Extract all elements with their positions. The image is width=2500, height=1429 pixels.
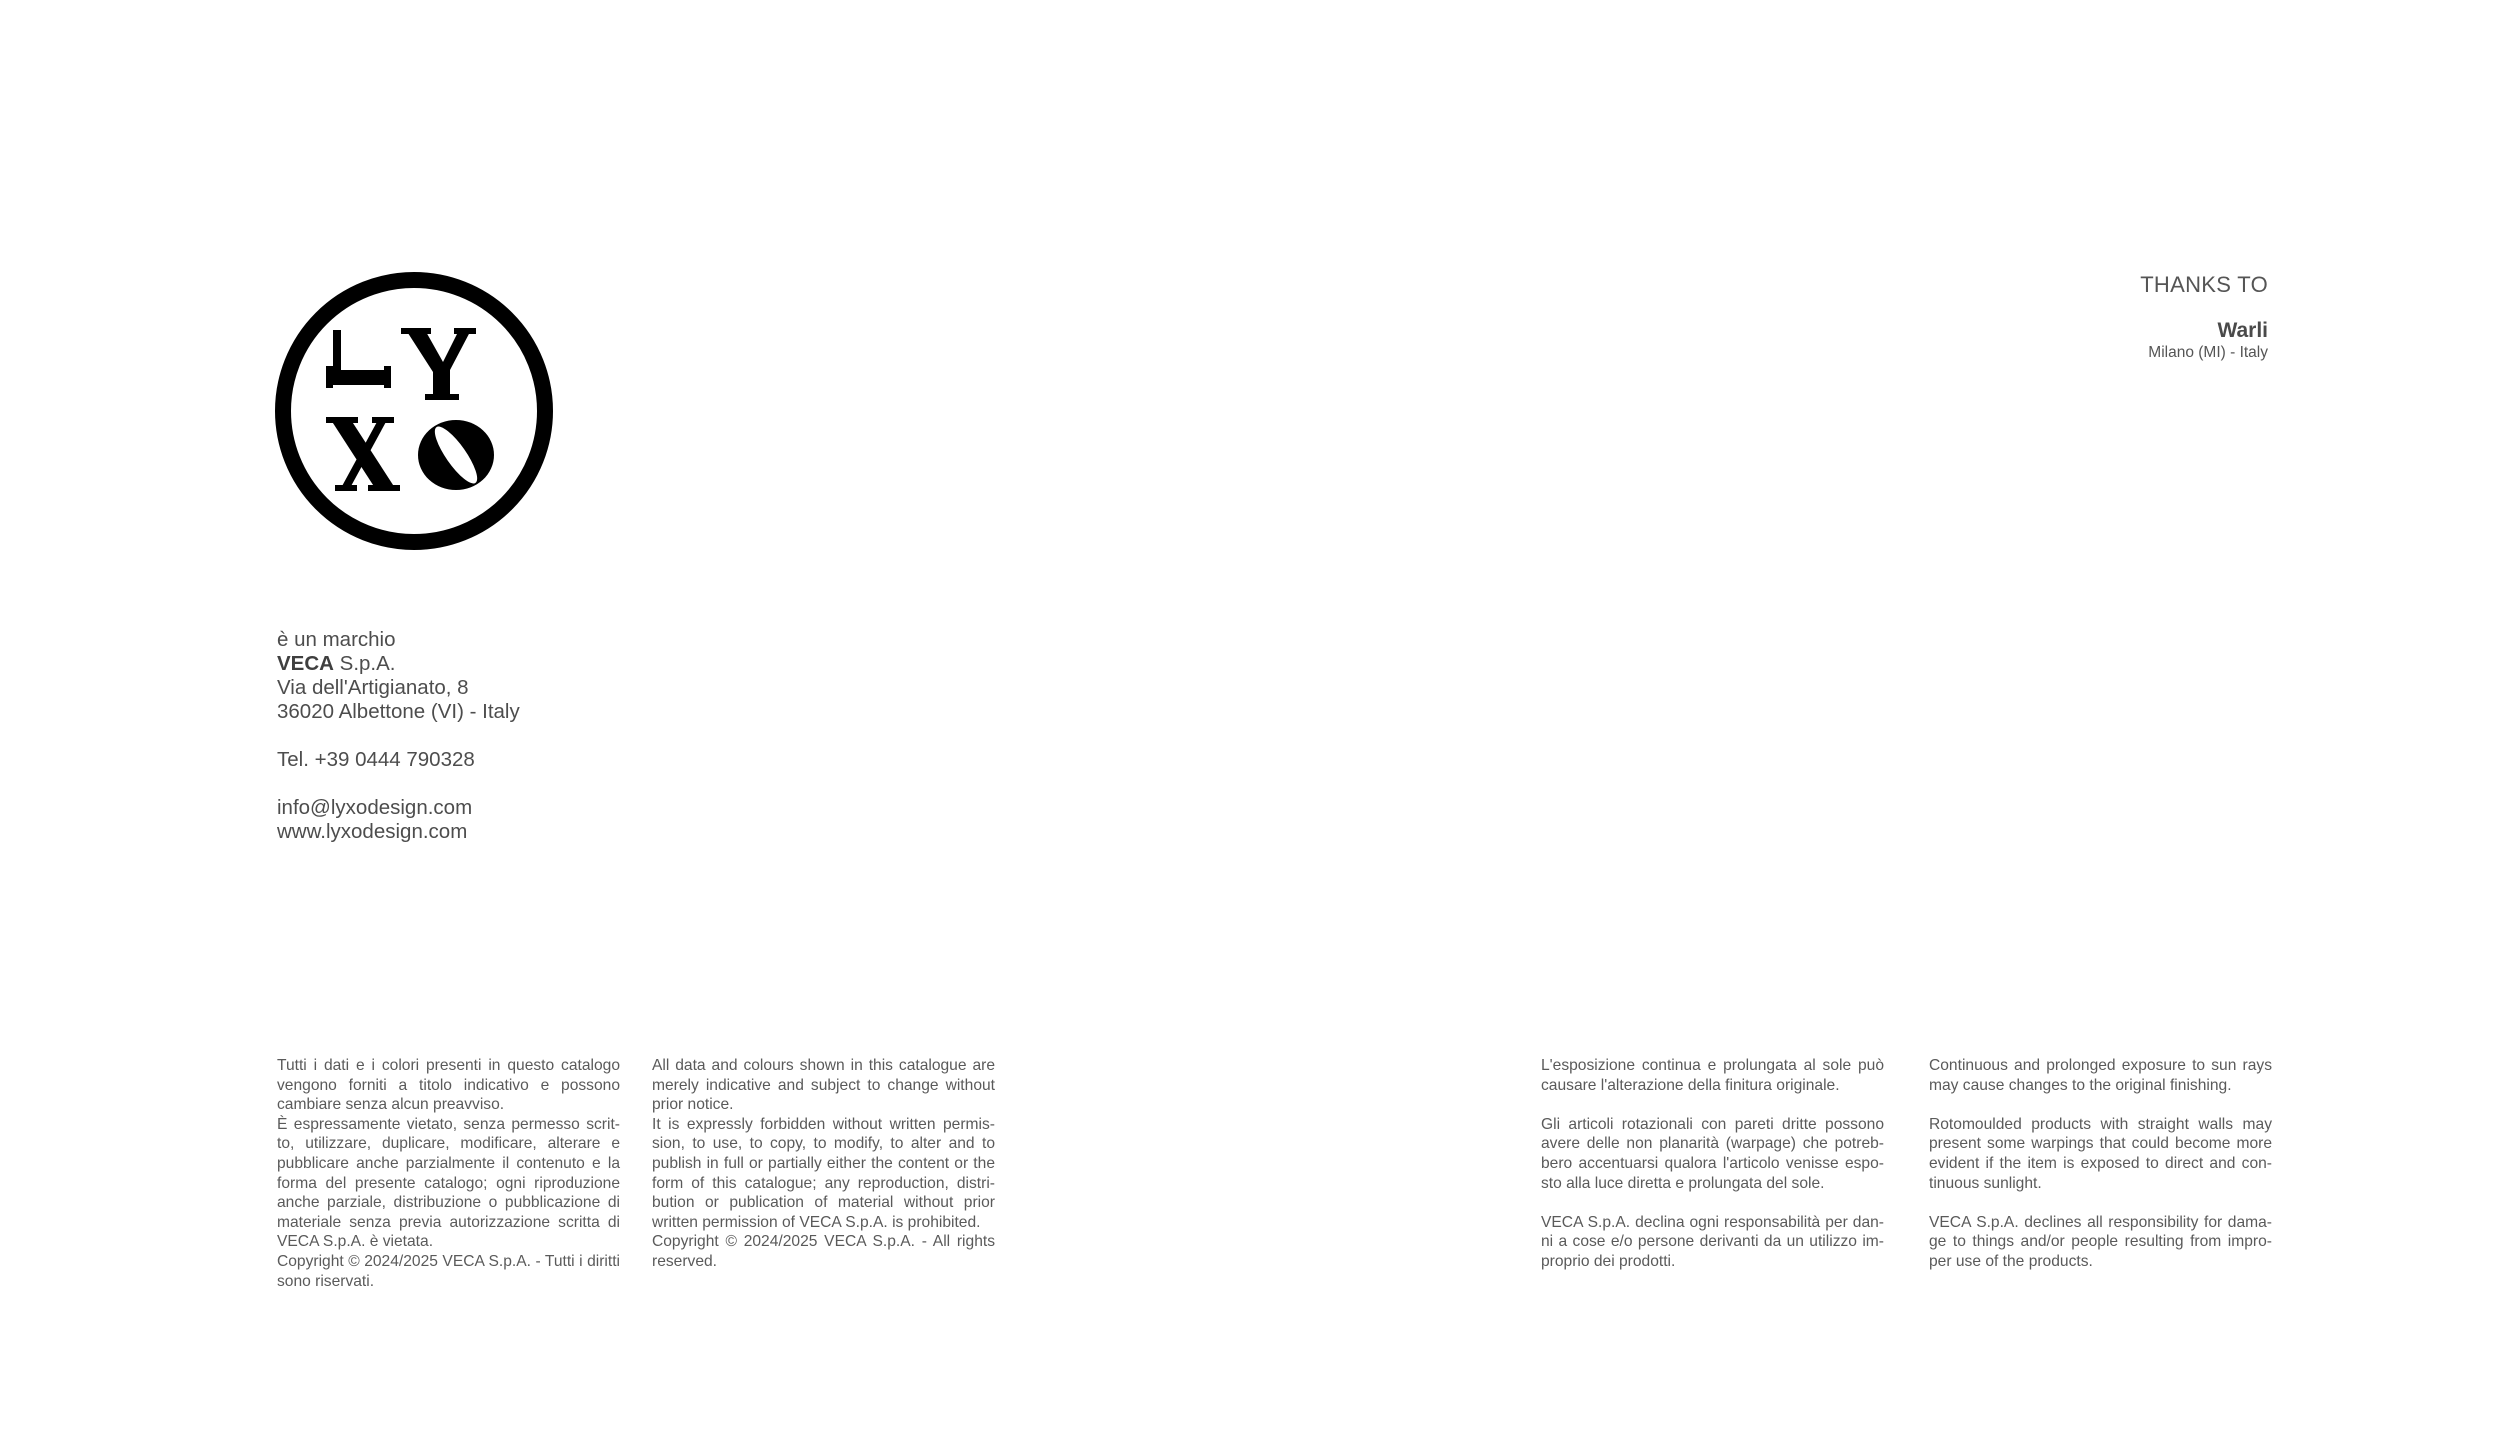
company-phone: Tel. +39 0444 790328 [277, 748, 475, 771]
legal-en-p3: Copyright © 2024/2025 VECA S.p.A. - All rights reserved. [652, 1233, 995, 1270]
brand-intro: è un marchio [277, 628, 396, 651]
sun-en-p1: Continuous and prolonged exposure to sun rays may cause changes to the original finishing. [1929, 1057, 2272, 1094]
legal-it-p2: È espressamente vietato, senza permesso scritto, utilizzare, duplicare, modificare, alterare e pubblicare anche parzialmente il contenuto e la forma del presente catalogo; ogni riproduzione anche parziale, distribuzione o pubblicazione di materiale senza previa autorizzazione scritta di VECA S.p.A. è vietata. [277, 1115, 620, 1251]
thanks-location: Milano (MI) - Italy [2148, 344, 2268, 361]
company-email[interactable]: info@lyxodesign.com [277, 796, 473, 819]
legal-en-p2: It is expressly forbidden without written permission, to use, to copy, to modify, to alter and to publish in full or partially either the content or the form of this catalogue; any reproduction, distribution or publication of material without prior written permission of VECA S.p.A. is prohibited. [652, 1115, 995, 1231]
lyxo-logo [273, 270, 555, 552]
company-street: Via dell'Artigianato, 8 [277, 676, 469, 699]
thanks-name: Warli [2217, 319, 2268, 342]
company-website[interactable]: www.lyxodesign.com [277, 820, 468, 843]
sun-notice-en [1929, 1056, 2272, 1272]
company-info [277, 628, 520, 844]
company-name [277, 652, 520, 676]
logo-letter-y [401, 328, 476, 400]
company-brand-suffix: S.p.A. [333, 652, 396, 675]
company-city: 36020 Albettone (VI) - Italy [277, 700, 520, 723]
thanks-heading: THANKS TO [2140, 272, 2268, 297]
logo-letter-l [326, 330, 391, 388]
sun-it-p2: Gli articoli rotazionali con pareti dritte possono avere delle non planarità (warpage) che potrebbero accentuarsi qualora l'articolo venisse esposto alla luce diretta e prolungata del sole. [1541, 1115, 1884, 1192]
logo-letter-o [418, 420, 494, 490]
sun-en-p2: Rotomoulded products with straight walls may present some warpings that could become more evident if the item is exposed to direct and continuous sunlight. [1929, 1115, 2272, 1192]
company-brand: VECA [277, 652, 334, 675]
legal-it-p3: Copyright © 2024/2025 VECA S.p.A. - Tutti i diritti sono riservati. [277, 1252, 620, 1290]
legal-en-p1: All data and colours shown in this catalogue are merely indicative and subject to change without prior notice. [652, 1057, 995, 1114]
thanks-block [2140, 272, 2268, 362]
sun-it-p1: L'esposizione continua e prolungata al sole può causare l'alterazione della finitura originale. [1541, 1057, 1884, 1094]
legal-notice-en [652, 1056, 995, 1272]
sun-en-p3: VECA S.p.A. declines all responsibility for damage to things and/or people resulting from improper use of the products. [1929, 1213, 2272, 1270]
sun-notice-it [1541, 1056, 1884, 1272]
legal-notice-it [277, 1056, 620, 1291]
sun-it-p3: VECA S.p.A. declina ogni responsabilità per danni a cose e/o persone derivanti da un utilizzo improprio dei prodotti. [1541, 1213, 1884, 1270]
legal-it-p1: Tutti i dati e i colori presenti in questo catalogo vengono forniti a titolo indicativo e possono cambiare senza alcun preavviso. [277, 1057, 620, 1114]
logo-letter-x [326, 417, 400, 491]
